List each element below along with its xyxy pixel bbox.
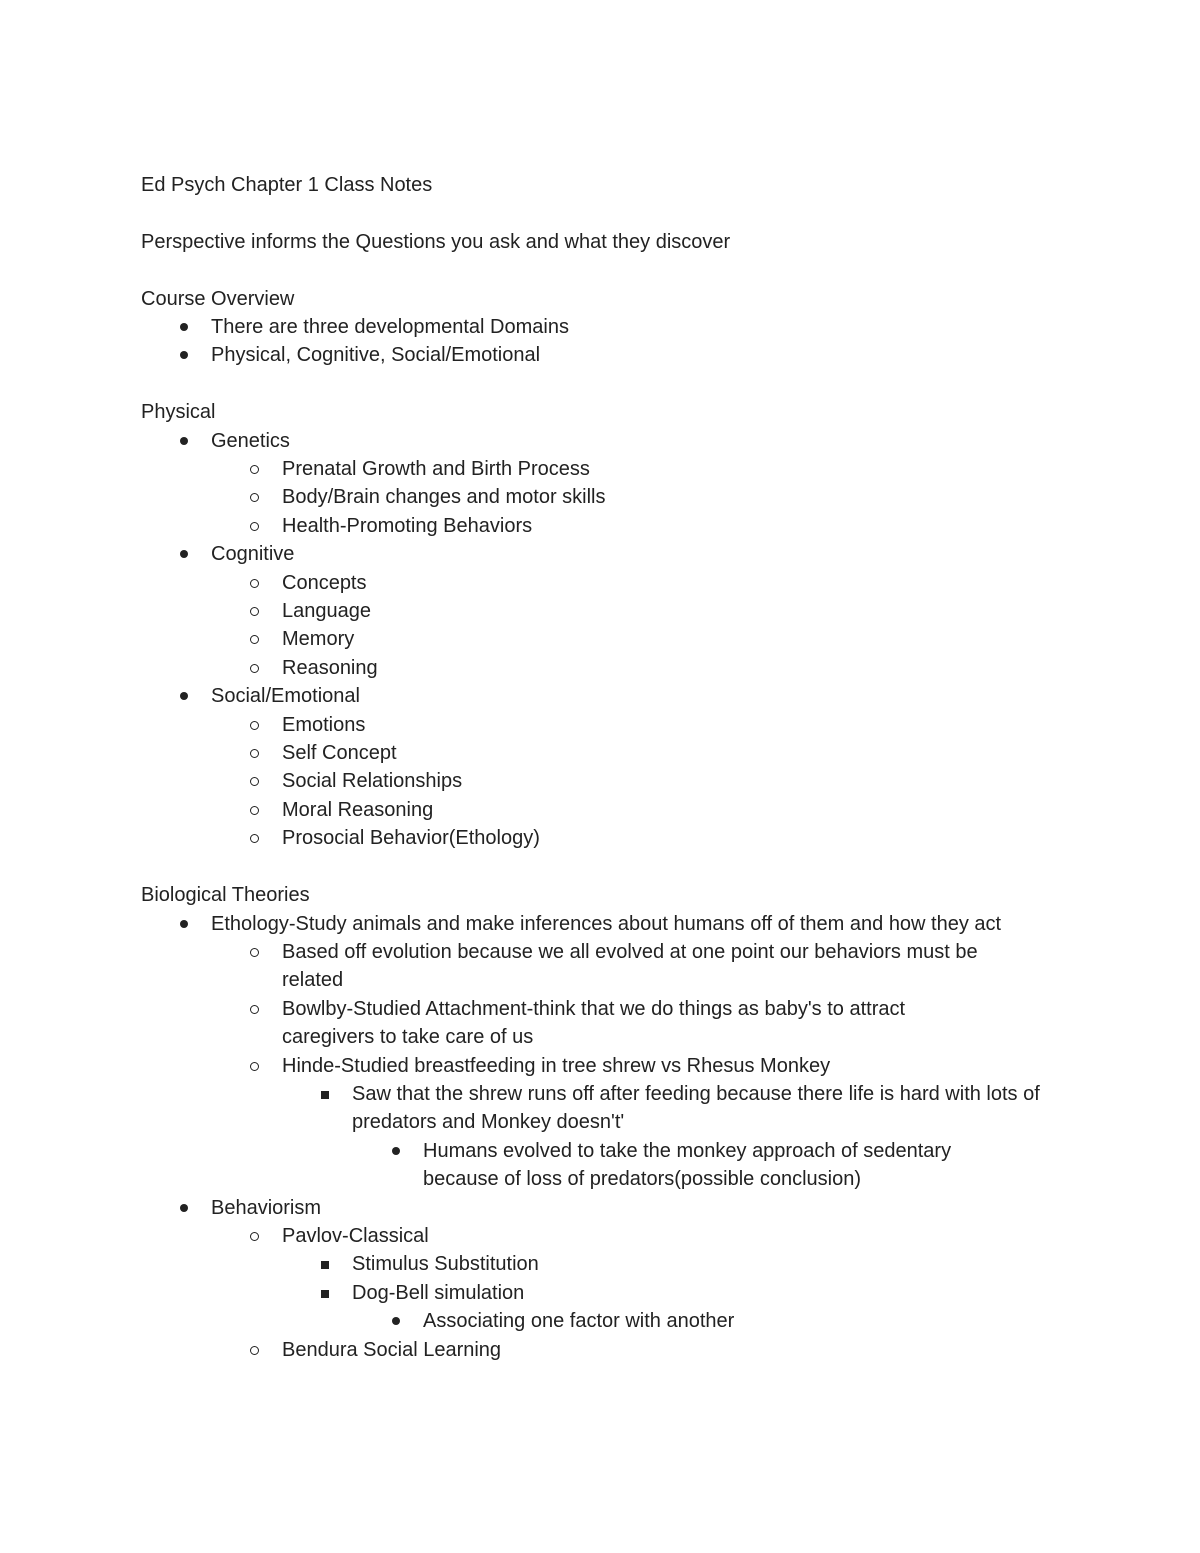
list-item: Dog-Bell simulation [141, 1279, 1041, 1307]
list-item: Cognitive [141, 540, 1041, 568]
list-item: Health-Promoting Behaviors [141, 512, 1041, 540]
circle-bullet-icon [250, 579, 259, 588]
circle-bullet-icon [250, 493, 259, 502]
list-item: Hinde-Studied breastfeeding in tree shrew vs Rhesus Monkey [141, 1052, 1041, 1080]
list-item: Social Relationships [141, 767, 1041, 795]
list-item: Self Concept [141, 739, 1041, 767]
list-item: Body/Brain changes and motor skills [141, 483, 1041, 511]
list-item: Reasoning [141, 654, 1041, 682]
circle-bullet-icon [250, 465, 259, 474]
list-item: Behaviorism [141, 1194, 1041, 1222]
list-item: Ethology-Study animals and make inferences about humans off of them and how they act [141, 910, 1041, 938]
list-item: Genetics [141, 427, 1041, 455]
disc-bullet-icon [180, 692, 188, 700]
list-item: Pavlov-Classical [141, 1222, 1041, 1250]
circle-bullet-icon [250, 607, 259, 616]
square-bullet-icon [321, 1290, 329, 1298]
disc-bullet-icon [180, 1204, 188, 1212]
list-item: Memory [141, 625, 1041, 653]
list-item: Stimulus Substitution [141, 1250, 1041, 1278]
disc-bullet-icon [392, 1317, 400, 1325]
document-title: Ed Psych Chapter 1 Class Notes [141, 174, 433, 196]
list-item: Associating one factor with another [141, 1307, 1041, 1335]
list-item: Bowlby-Studied Attachment-think that we do things as baby's to attract caregivers to take care of us [141, 995, 1041, 1052]
document-page [141, 171, 1041, 1364]
circle-bullet-icon [250, 834, 259, 843]
list-item: Bendura Social Learning [141, 1336, 1041, 1364]
course-overview-heading: Course Overview [141, 287, 295, 310]
list-item: Physical, Cognitive, Social/Emotional [141, 341, 1041, 369]
list-item: Saw that the shrew runs off after feeding because there life is hard with lots of predators and Monkey doesn't' [141, 1080, 1041, 1137]
list-item: Based off evolution because we all evolved at one point our behaviors must be related [141, 938, 1041, 995]
circle-bullet-icon [250, 635, 259, 644]
intro-line: Perspective informs the Questions you ask and what they discover [141, 230, 731, 253]
list-item: Moral Reasoning [141, 796, 1041, 824]
circle-bullet-icon [250, 1005, 259, 1014]
physical-heading: Physical [141, 401, 216, 424]
circle-bullet-icon [250, 1062, 259, 1071]
circle-bullet-icon [250, 806, 259, 815]
square-bullet-icon [321, 1261, 329, 1269]
disc-bullet-icon [180, 323, 188, 331]
list-item: Prosocial Behavior(Ethology) [141, 824, 1041, 852]
circle-bullet-icon [250, 1232, 259, 1241]
disc-bullet-icon [180, 550, 188, 558]
circle-bullet-icon [250, 522, 259, 531]
disc-bullet-icon [180, 920, 188, 928]
list-item: Language [141, 597, 1041, 625]
biological-theories-heading: Biological Theories [141, 884, 310, 907]
list-item: Prenatal Growth and Birth Process [141, 455, 1041, 483]
list-item: Humans evolved to take the monkey approach of sedentary because of loss of predators(possible conclusion) [141, 1137, 1041, 1194]
circle-bullet-icon [250, 721, 259, 730]
biological-theories-list [141, 910, 1041, 1365]
circle-bullet-icon [250, 948, 259, 957]
list-item: Emotions [141, 711, 1041, 739]
circle-bullet-icon [250, 777, 259, 786]
disc-bullet-icon [392, 1147, 400, 1155]
list-item: Concepts [141, 569, 1041, 597]
disc-bullet-icon [180, 351, 188, 359]
square-bullet-icon [321, 1091, 329, 1099]
list-item: Social/Emotional [141, 682, 1041, 710]
physical-list [141, 427, 1041, 853]
circle-bullet-icon [250, 749, 259, 758]
disc-bullet-icon [180, 437, 188, 445]
circle-bullet-icon [250, 1346, 259, 1355]
course-overview-list [141, 313, 1041, 370]
list-item: There are three developmental Domains [141, 313, 1041, 341]
circle-bullet-icon [250, 664, 259, 673]
